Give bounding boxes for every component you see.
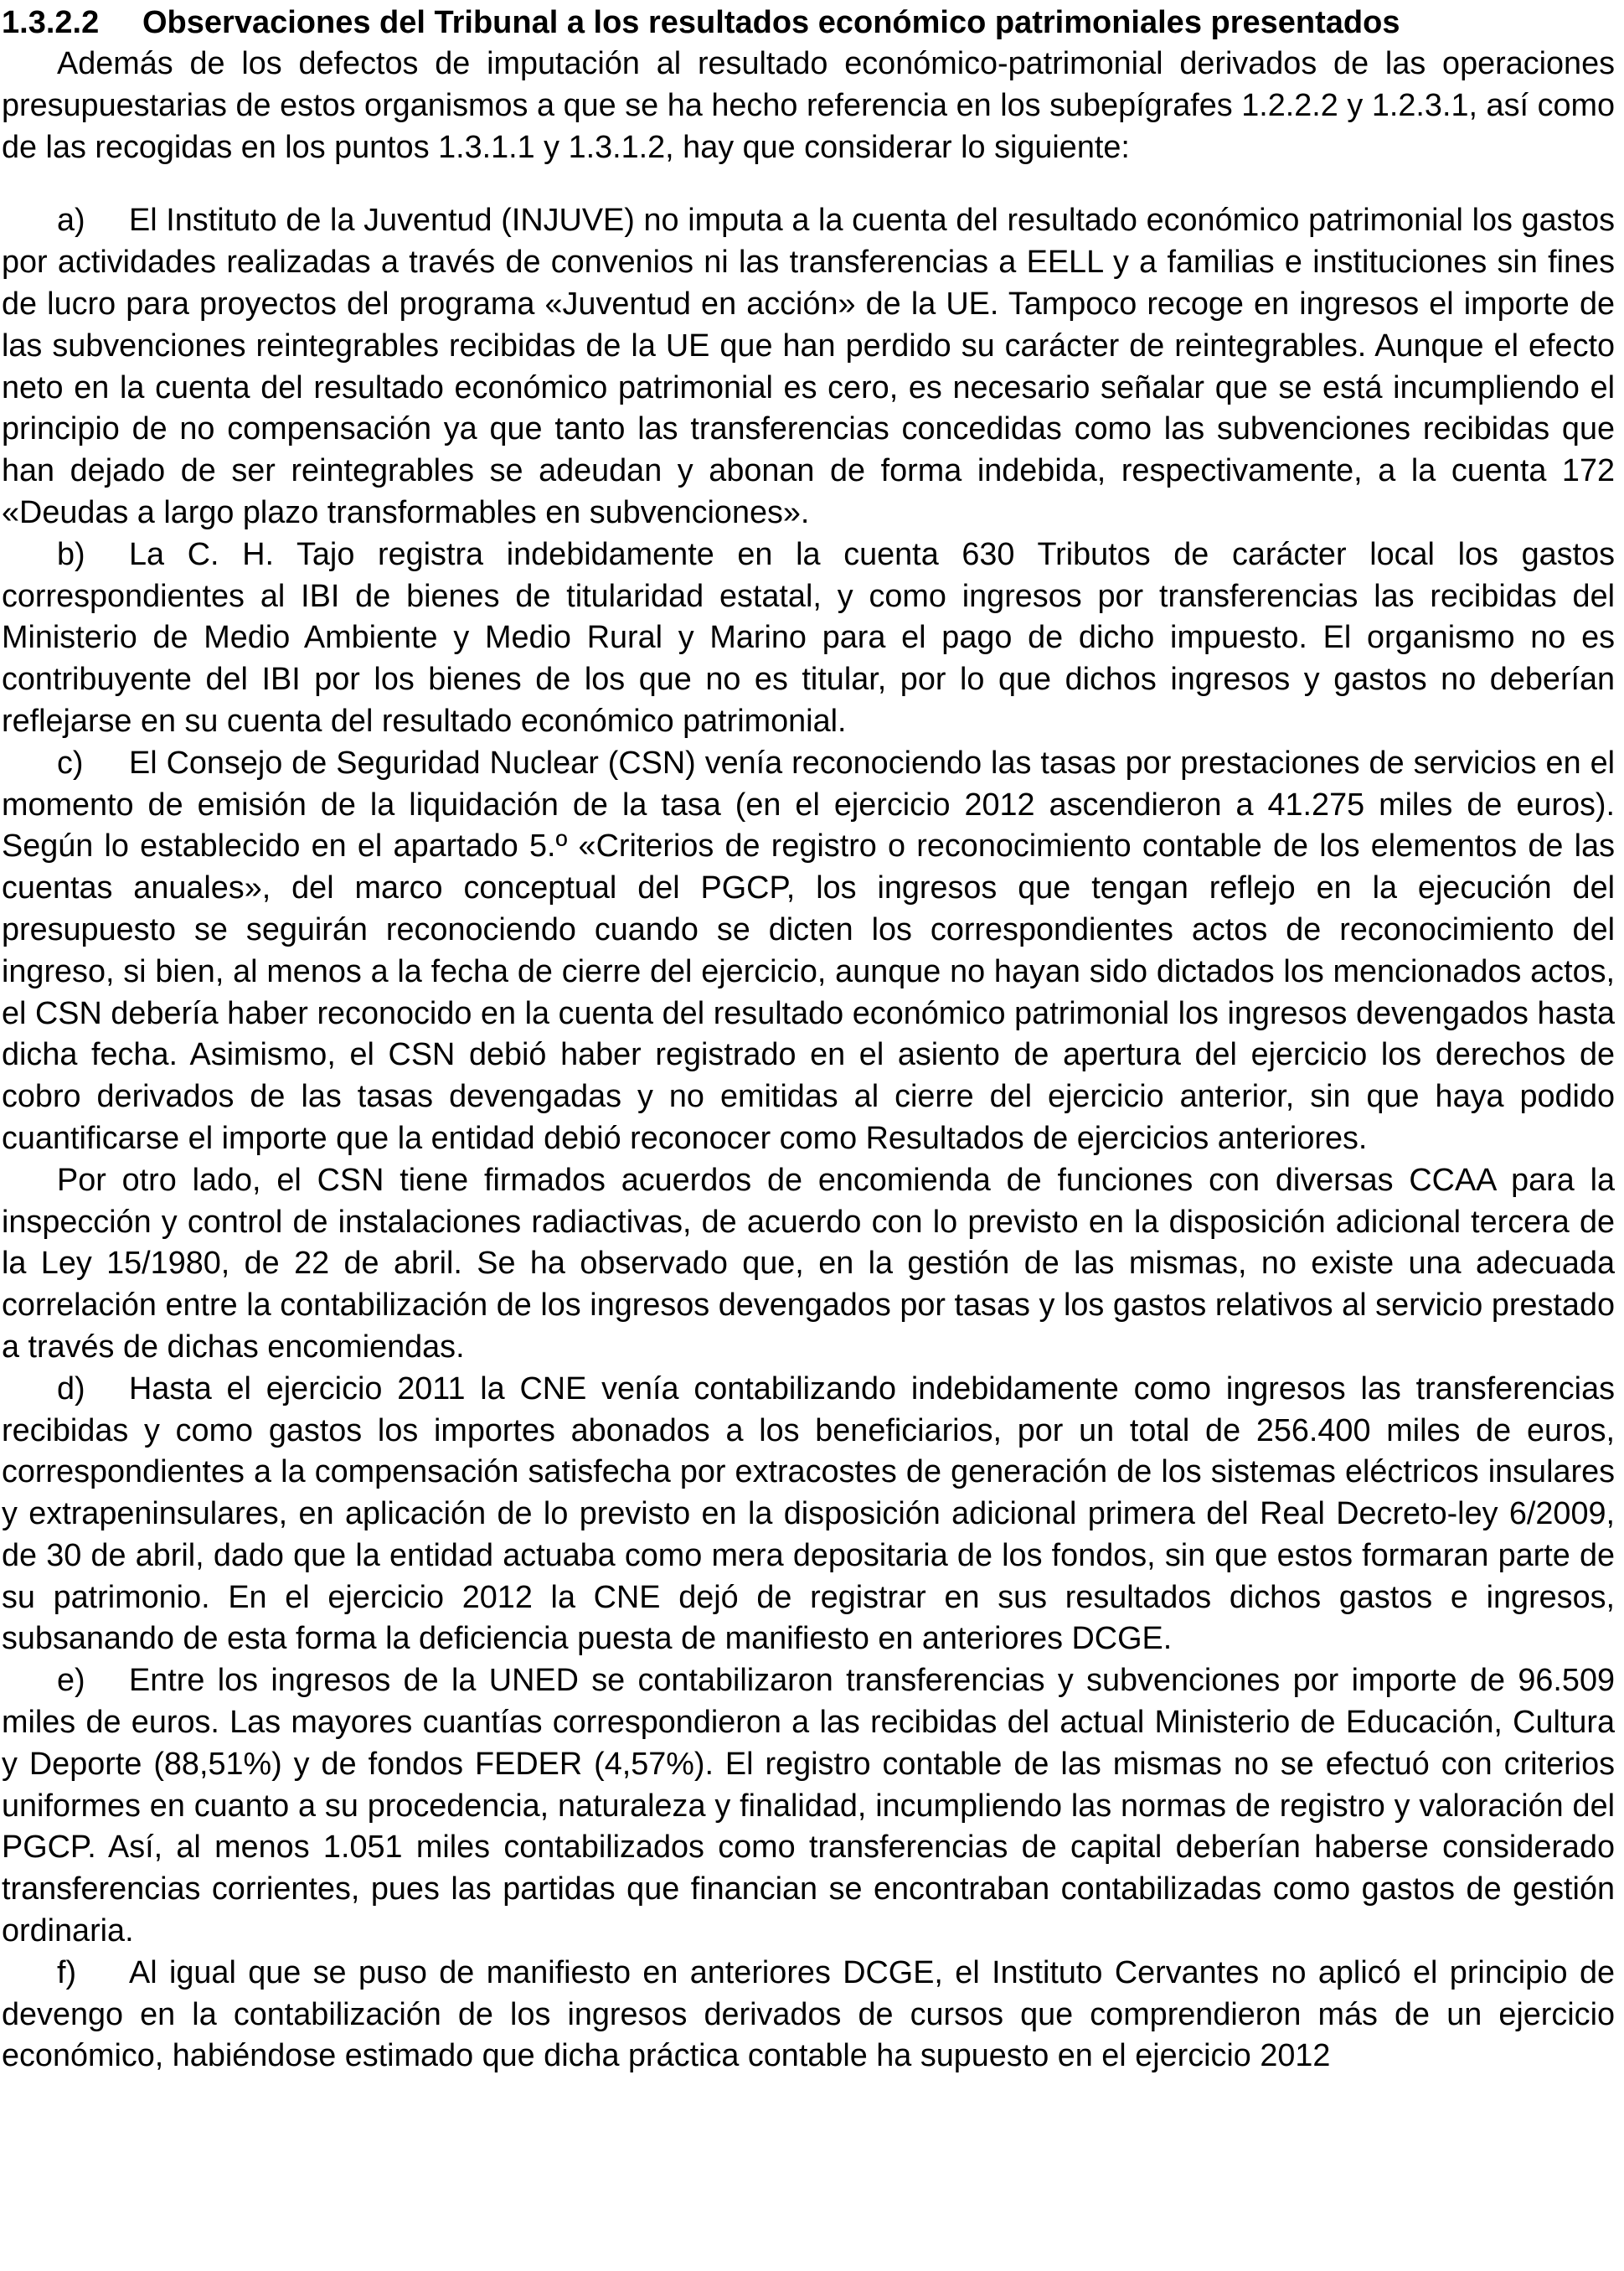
item-b-paragraph [2,534,1615,743]
item-a-text: El Instituto de la Juventud (INJUVE) no imputa a la cuenta del resultado económico patrimonial los gastos por actividades realizadas a través de convenios ni las transferencias a EELL y a familias e instituciones sin fines de lucro para proyectos del programa «Juventud en acción» de la UE. Tampoco recoge en ingresos el importe de las subvenciones reintegrables recibidas de la UE que han perdido su carácter de reintegrables. Aunque el efecto neto en la cuenta del resultado económico patrimonial es cero, es necesario señalar que se está incumpliendo el principio de no compensación ya que tanto las transferencias concedidas como las subvenciones recibidas que han dejado de ser reintegrables se adeudan y abonan de forma indebida, respectivamente, a la cuenta 172 «Deudas a largo plazo transformables en subvenciones». [2,203,1615,530]
item-f-text: Al igual que se puso de manifiesto en anteriores DCGE, el Instituto Cervantes no aplicó el principio de devengo en la contabilización de los ingresos derivados de cursos que comprendieron más de un ejercicio económico, habiéndose estimado que dicha práctica contable ha supuesto en el ejercicio 2012 [2,1954,1615,2074]
section-number: 1.3.2.2 [2,5,100,40]
item-b-text: La C. H. Tajo registra indebidamente en la cuenta 630 Tributos de carácter local los gastos correspondientes al IBI de bienes de titularidad estatal, y como ingresos por transferencias las recibidas del Ministerio de Medio Ambiente y Medio Rural y Marino para el pago de dicho impuesto. El organismo no es contribuyente del IBI por los bienes de los que no es titular, por lo que dichos ingresos y gastos no deberían reflejarse en su cuenta del resultado económico patrimonial. [2,536,1615,739]
item-f-label: f) [57,1954,77,1990]
item-d-label: d) [57,1370,85,1406]
section-title: Observaciones del Tribunal a los resultados económico patrimoniales presentados [142,5,1400,40]
item-c-label: c) [57,745,84,781]
item-e-label: e) [57,1663,85,1699]
item-a-paragraph [2,200,1615,534]
item-a-label: a) [57,203,85,239]
intro-paragraph: Además de los defectos de imputación al resultado económico-patrimonial derivados de las operaciones presupuestarias de estos organismos a que se ha hecho referencia en los subepígrafes 1.2.2.2 y 1.2.3.1, así como de las recogidas en los puntos 1.3.1.1 y 1.3.1.2, hay que considerar lo siguiente: [2,46,1615,165]
item-d-text: Hasta el ejercicio 2011 la CNE venía contabilizando indebidamente como ingresos las transferencias recibidas y como gastos los importes abonados a los beneficiarios, por un total de 256.400 miles de euros, correspondientes a la compensación satisfecha por extracostes de generación de los sistemas eléctricos insulares y extrapeninsulares, en aplicación de lo previsto en la disposición adicional primera del Real Decreto-ley 6/2009, de 30 de abril, dado que la entidad actuaba como mera depositaria de los fondos, sin que estos formaran parte de su patrimonio. En el ejercicio 2012 la CNE dejó de registrar en sus resultados dichos gastos e ingresos, subsanando de esta forma la deficiencia puesta de manifiesto en anteriores DCGE. [2,1370,1615,1657]
item-b-label: b) [57,536,85,572]
section-heading [2,0,1615,44]
item-c-continuation-paragraph: Por otro lado, el CSN tiene firmados acuerdos de encomienda de funciones con diversas CCAA para la inspección y control de instalaciones radiactivas, de acuerdo con lo previsto en la disposición adicional tercera de la Ley 15/1980, de 22 de abril. Se ha observado que, en la gestión de las mismas, no existe una adecuada correlación entre la contabilización de los ingresos devengados por tasas y los gastos relativos al servicio prestado a través de dichas encomiendas. [2,1162,1615,1365]
item-e-text: Entre los ingresos de la UNED se contabilizaron transferencias y subvenciones por importe de 96.509 miles de euros. Las mayores cuantías correspondieron a las recibidas del actual Ministerio de Educación, Cultura y Deporte (88,51%) y de fondos FEDER (4,57%). El registro contable de las mismas no se efectuó con criterios uniformes en cuanto a su procedencia, naturaleza y finalidad, incumpliendo las normas de registro y valoración del PGCP. Así, al menos 1.051 miles contabilizados como transferencias de capital deberían haberse considerado transferencias corrientes, pues las partidas que financian se encontraban contabilizadas como gastos de gestión ordinaria. [2,1663,1615,1949]
item-c-paragraph [2,743,1615,1160]
item-d-paragraph [2,1369,1615,1661]
item-c-text: El Consejo de Seguridad Nuclear (CSN) venía reconociendo las tasas por prestaciones de servicios en el momento de emisión de la liquidación de la tasa (en el ejercicio 2012 ascendieron a 41.275 miles de euros). Según lo establecido en el apartado 5.º «Criterios de registro o reconocimiento contable de los elementos de las cuentas anuales», del marco conceptual del PGCP, los ingresos que tengan reflejo en la ejecución del presupuesto se seguirán reconociendo cuando se dicten los correspondientes actos de reconocimiento del ingreso, si bien, al menos a la fecha de cierre del ejercicio, aunque no hayan sido dictados los mencionados actos, el CSN debería haber reconocido en la cuenta del resultado económico patrimonial los ingresos devengados hasta dicha fecha. Asimismo, el CSN debió haber registrado en el asiento de apertura del ejercicio los derechos de cobro derivados de las tasas devengadas y no emitidas al cierre del ejercicio anterior, sin que haya podido cuantificarse el importe que la entidad debió reconocer como Resultados de ejercicios anteriores. [2,745,1615,1156]
item-f-paragraph [2,1953,1615,2077]
paragraph-gap [2,168,1615,200]
item-e-paragraph [2,1660,1615,1953]
